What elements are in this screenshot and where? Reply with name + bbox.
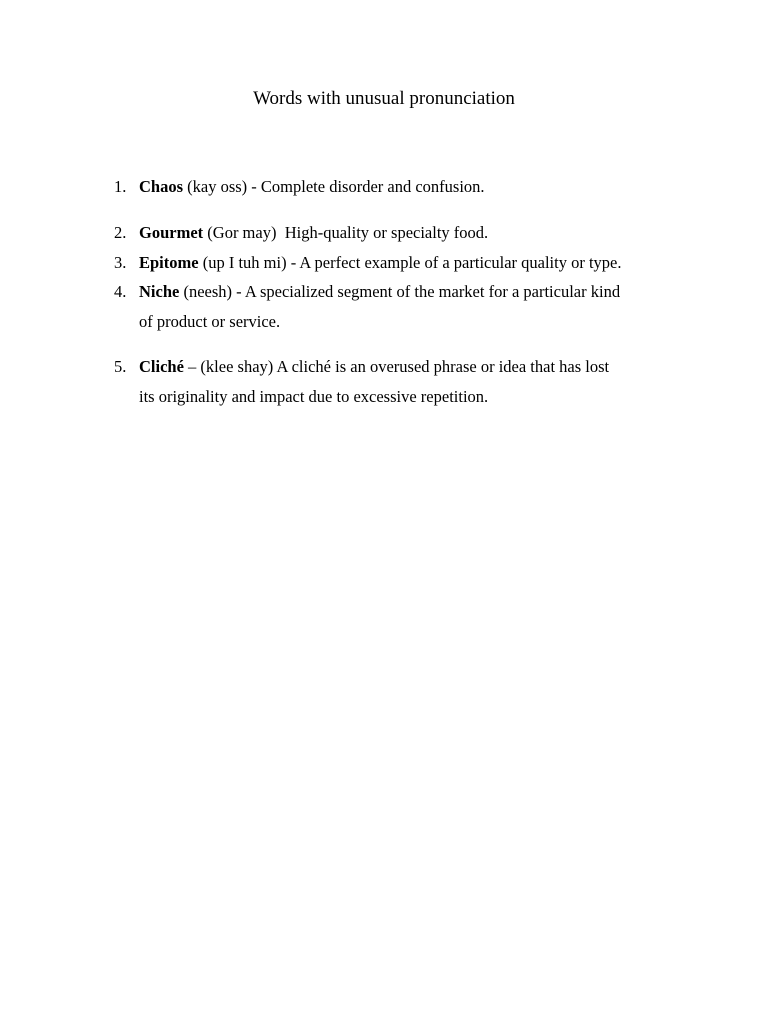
list-item-definition: (up I tuh mi) - A perfect example of a particular quality or type. — [198, 253, 622, 272]
list-item-niche — [114, 277, 684, 337]
list-item-gourmet — [114, 218, 684, 248]
list-item-text — [139, 352, 684, 382]
list-item-term: Niche — [139, 282, 180, 301]
list-item-term: Epitome — [139, 253, 199, 272]
list-item-definition: – (klee shay) A cliché is an overused phrase or idea that has lost — [183, 357, 610, 376]
list-item-number: 3. — [114, 253, 127, 272]
list-item-definition: (Gor may) High-quality or specialty food. — [203, 223, 489, 242]
list-item-text — [139, 172, 684, 202]
list-item-definition: (kay oss) - Complete disorder and confusion. — [183, 177, 485, 196]
list-item-definition: (neesh) - A specialized segment of the market for a particular kind — [179, 282, 621, 301]
list-item-definition-continued: of product or service. — [139, 312, 281, 331]
document-title: Words with unusual pronunciation — [253, 88, 515, 109]
list-item-term: Cliché — [139, 357, 184, 376]
list-item-number: 4. — [114, 282, 127, 301]
list-item-cliche — [114, 352, 684, 412]
list-item-definition-continued: its originality and impact due to excessive repetition. — [139, 387, 489, 406]
list-item-chaos — [114, 172, 684, 202]
list-item-term: Gourmet — [139, 223, 204, 242]
list-item-text — [139, 218, 684, 248]
list-item-text — [139, 277, 684, 307]
list-item-epitome — [114, 248, 684, 278]
list-item-number: 1. — [114, 177, 127, 196]
list-item-number: 2. — [114, 223, 127, 242]
list-item-term: Chaos — [139, 177, 184, 196]
list-item-number: 5. — [114, 357, 127, 376]
list-item-text — [139, 248, 684, 278]
